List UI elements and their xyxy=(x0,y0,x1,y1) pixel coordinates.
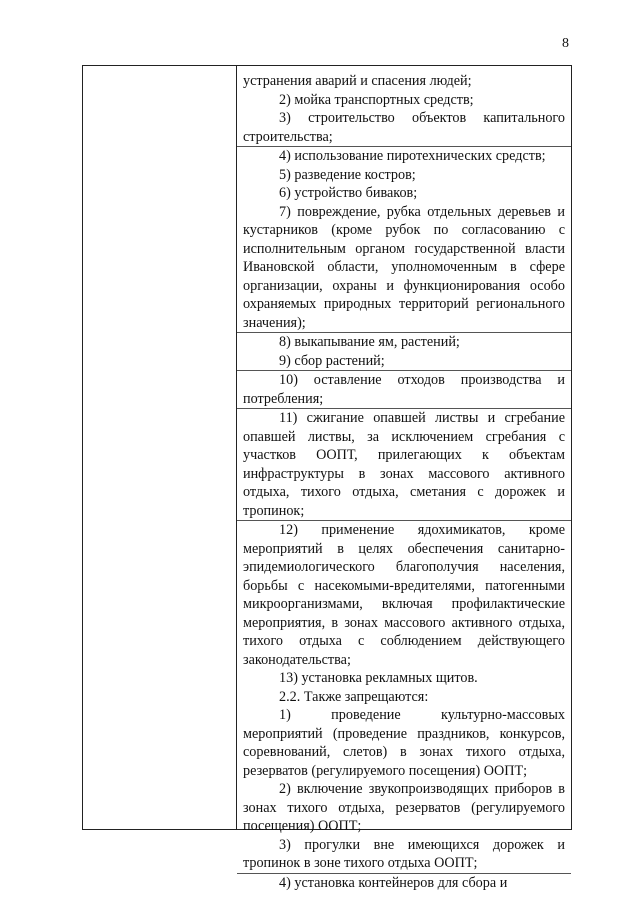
paragraph-item-10: 10) оставление отходов производства и потребления; xyxy=(237,370,571,408)
regulation-table xyxy=(82,65,572,891)
paragraph-continuation: устранения аварий и спасения людей; xyxy=(243,73,472,89)
table-left-cell xyxy=(83,66,237,829)
paragraph-section-2-2: 2.2. Также запрещаются: xyxy=(279,688,429,705)
paragraph-item-5: 5) разведение костров; xyxy=(279,166,416,183)
paragraph-item-11: 11) сжигание опавшей листвы и сгребание опавшей листвы, за исключением сгребания с участков ООПТ, прилегающих к объектам инфраструктуры в зонах массового активного отдыха, тихого отдыха, сметания с дорожек и тропинок; xyxy=(237,408,571,520)
paragraph-item-12: 12) применение ядохимикатов, кроме мероприятий в целях обеспечения санитарно-эпидемиологического благополучия населения, борьбы с насекомыми-вредителями, патогенными микроорганизмами, включая профилактические мероприятия, в зонах массового активного отдыха, тихого отдыха с соблюдением действующего законодательства; xyxy=(237,520,571,669)
paragraph-sub-item-1: 1) проведение культурно-массовых мероприятий (проведение праздников, конкурсов, соревнований, слетов) в зонах тихого отдыха, резерватов (регулируемого посещения) ООПТ; xyxy=(243,707,565,779)
paragraph-item-13: 13) установка рекламных щитов. xyxy=(279,670,478,686)
paragraph-sub-item-3: 3) прогулки вне имеющихся дорожек и тропинок в зоне тихого отдыха ООПТ; xyxy=(243,836,565,871)
paragraph-item-9: 9) сбор растений; xyxy=(279,352,385,369)
paragraph-item-7: 7) повреждение, рубка отдельных деревьев и кустарников (кроме рубок по согласованию с исполнительным органом государственной власти Ивановской области, уполномоченным в сфере организации, охраны и функционирования особо охраняемых природных территорий регионального значения); xyxy=(243,203,565,331)
table-right-cell xyxy=(237,66,571,891)
paragraph-item-4: 4) использование пиротехнических средств; xyxy=(237,146,571,166)
paragraph-item-2: 2) мойка транспортных средств; xyxy=(279,91,474,108)
paragraph-item-6: 6) устройство биваков; xyxy=(279,185,418,201)
paragraph-sub-item-2: 2) включение звукопроизводящих приборов в зонах тихого отдыха, резерватов (регулируемого посещения) ООПТ; xyxy=(243,781,565,834)
paragraph-item-3: 3) строительство объектов капитального строительства; xyxy=(243,110,565,145)
paragraph-item-8: 8) выкапывание ям, растений; xyxy=(237,332,571,352)
page-number: 8 xyxy=(562,36,569,51)
paragraph-sub-item-4: 4) установка контейнеров для сбора и xyxy=(237,873,571,893)
